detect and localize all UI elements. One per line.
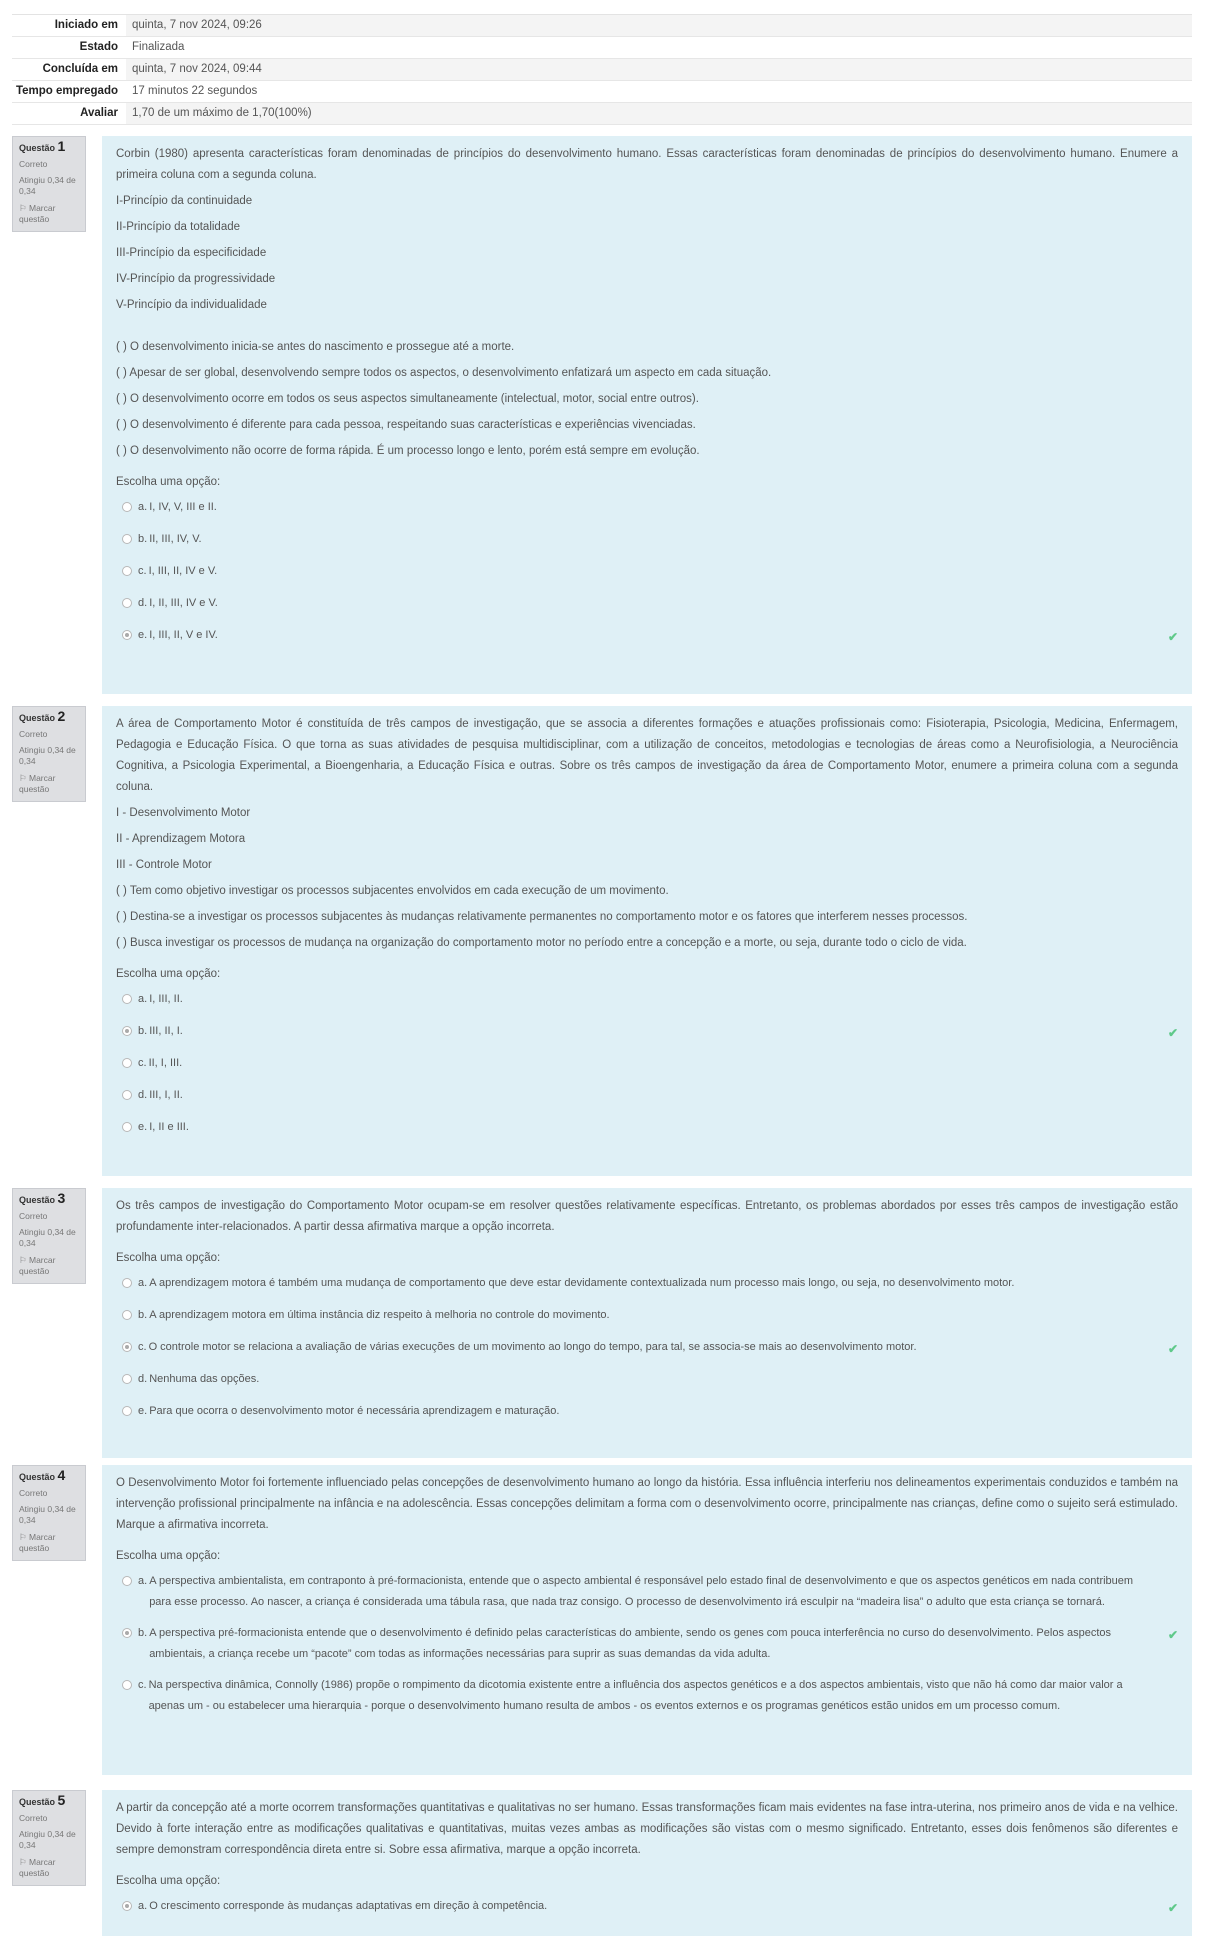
summary-value: quinta, 7 nov 2024, 09:26 xyxy=(126,15,1192,36)
flag-question-link[interactable] xyxy=(19,1255,79,1277)
question-grade: Atingiu 0,34 de 0,34 xyxy=(19,745,76,766)
flag-icon: ⚐ xyxy=(19,773,27,783)
question-text: ( ) O desenvolvimento não ocorre de forma rápida. É um processo longo e lento, porém está sempre em evolução. xyxy=(116,445,700,457)
answer-option[interactable] xyxy=(116,1623,1178,1665)
summary-value: quinta, 7 nov 2024, 09:44 xyxy=(126,59,1192,80)
radio-icon[interactable] xyxy=(122,1576,132,1586)
question-text: III-Princípio da especificidade xyxy=(116,247,267,259)
radio-icon[interactable] xyxy=(122,994,132,1004)
question-status: Correto xyxy=(19,1211,48,1221)
summary-label: Estado xyxy=(12,37,126,58)
question-info xyxy=(12,136,86,232)
radio-icon[interactable] xyxy=(122,1122,132,1132)
option-letter: c. xyxy=(138,1679,147,1691)
question-label: Questão xyxy=(19,1195,56,1205)
paragraph-gap xyxy=(116,321,1178,337)
question-status: Correto xyxy=(19,1488,48,1498)
question-label: Questão xyxy=(19,1797,56,1807)
question-label: Questão xyxy=(19,713,56,723)
flag-label: Marcar questão xyxy=(19,203,56,224)
radio-icon[interactable] xyxy=(122,1342,132,1352)
radio-icon[interactable] xyxy=(122,1278,132,1288)
question-number-value: 1 xyxy=(57,138,66,154)
check-icon: ✔ xyxy=(1167,1342,1178,1356)
question-grade: Atingiu 0,34 de 0,34 xyxy=(19,1504,76,1525)
question-grade: Atingiu 0,34 de 0,34 xyxy=(19,1227,76,1248)
answer-option[interactable] xyxy=(116,561,1178,589)
question-content xyxy=(102,1790,1192,1936)
option-text: A perspectiva pré-formacionista entende que o desenvolvimento é definido pelas características do ambiente, sendo os genes com pouca interferência no curso do desenvolvimento. Pelos aspectos ambientais, a criança recebe um “pacote” com todas as informações necessárias para suprir as suas demandas da vida adulta. xyxy=(149,1627,1112,1660)
radio-icon[interactable] xyxy=(122,598,132,608)
question-text: IV-Princípio da progressividade xyxy=(116,273,276,285)
option-letter: c. xyxy=(138,1341,147,1353)
option-letter: e. xyxy=(138,1121,148,1133)
summary-row-started xyxy=(12,15,1192,37)
answer-option[interactable] xyxy=(116,529,1178,557)
question-status: Correto xyxy=(19,729,48,739)
answer-option[interactable] xyxy=(116,1053,1178,1081)
question-status: Correto xyxy=(19,1813,48,1823)
summary-label: Avaliar xyxy=(12,103,126,124)
check-icon: ✔ xyxy=(1167,1628,1178,1642)
question-number xyxy=(19,1190,79,1206)
question-number-value: 5 xyxy=(57,1792,66,1808)
question-grade: Atingiu 0,34 de 0,34 xyxy=(19,175,76,196)
question-text: ( ) Destina-se a investigar os processos subjacentes às mudanças relativamente permanentes no comportamento motor e os fatores que interferem nesses processos. xyxy=(116,911,968,923)
answer-option[interactable] xyxy=(116,1675,1178,1717)
summary-value: 1,70 de um máximo de 1,70(100%) xyxy=(126,103,1192,124)
question-info xyxy=(12,1465,86,1561)
question-number-value: 3 xyxy=(57,1190,66,1206)
question-content xyxy=(102,1465,1192,1775)
radio-icon[interactable] xyxy=(122,534,132,544)
question-text: I-Princípio da continuidade xyxy=(116,195,253,207)
choose-option-prompt: Escolha uma opção: xyxy=(116,1875,221,1887)
option-letter: a. xyxy=(138,1575,148,1587)
flag-icon: ⚐ xyxy=(19,1857,27,1867)
option-text: O crescimento corresponde às mudanças adaptativas em direção à competência. xyxy=(149,1900,548,1912)
question-text: V-Princípio da individualidade xyxy=(116,299,267,311)
question-text: Corbin (1980) apresenta características foram denominadas de princípios do desenvolvimento humano. Essas características foram denominadas de princípios do desenvolvimento humano. Enumere a primeira coluna com a segunda coluna. xyxy=(116,148,1178,181)
radio-icon[interactable] xyxy=(122,1901,132,1911)
choose-option-prompt: Escolha uma opção: xyxy=(116,968,221,980)
question-text: A partir da concepção até a morte ocorrem transformações quantitativas e qualitativas no ser humano. Essas transformações ficam mais evidentes na fase intra-uterina, nos primeiro anos de vida e na velhice. Devido à forte interação entre as modificações qualitativas e quantitativas, muitas vezes ambas as modificações são vistas com o mesmo significado. Entretanto, esses dois fenômenos são diferentes e sempre demonstram correspondência direta entre si. Sobre essa afirmativa, marque a opção incorreta. xyxy=(116,1802,1178,1856)
flag-label: Marcar questão xyxy=(19,1857,56,1878)
option-text: A aprendizagem motora é também uma mudança de comportamento que deve estar devidamente contextualizada num processo mais longo, ou seja, no desenvolvimento motor. xyxy=(149,1277,1015,1289)
summary-row-time xyxy=(12,81,1192,103)
option-text: I, III, II, V e IV. xyxy=(149,629,218,641)
option-letter: d. xyxy=(138,597,148,609)
question-grade: Atingiu 0,34 de 0,34 xyxy=(19,1829,76,1850)
choose-option-prompt: Escolha uma opção: xyxy=(116,1550,221,1562)
question-text: O Desenvolvimento Motor foi fortemente influenciado pelas concepções de desenvolvimento humano ao longo da história. Essa influência interferiu nos delineamentos experimentais conduzidos e também na intervenção profissional principalmente na infância e na adolescência. Essas concepções delimitam a forma com o desenvolvimento ocorre, principalmente nas crianças, define como o sujeito será estimulado. Marque a afirmativa incorreta. xyxy=(116,1477,1178,1531)
radio-icon[interactable] xyxy=(122,1406,132,1416)
option-letter: a. xyxy=(138,1277,148,1289)
flag-label: Marcar questão xyxy=(19,1532,56,1553)
question-text: ( ) O desenvolvimento ocorre em todos os seus aspectos simultaneamente (intelectual, motor, social entre outros). xyxy=(116,393,699,405)
flag-label: Marcar questão xyxy=(19,773,56,794)
answer-option[interactable] xyxy=(116,1401,1178,1429)
option-text: II, I, III. xyxy=(148,1057,183,1069)
option-text: Para que ocorra o desenvolvimento motor é necessária aprendizagem e maturação. xyxy=(149,1405,560,1417)
question-number-value: 4 xyxy=(57,1467,66,1483)
option-letter: d. xyxy=(138,1089,148,1101)
radio-icon[interactable] xyxy=(122,566,132,576)
option-text: I, III, II, IV e V. xyxy=(148,565,218,577)
question-info xyxy=(12,1188,86,1284)
option-text: I, II, III, IV e V. xyxy=(149,597,218,609)
check-icon: ✔ xyxy=(1167,630,1178,644)
option-text: III, II, I. xyxy=(149,1025,183,1037)
option-text: O controle motor se relaciona a avaliação de várias execuções de um movimento ao longo do tempo, para tal, se associa-se mais ao desenvolvimento motor. xyxy=(148,1341,917,1353)
radio-icon[interactable] xyxy=(122,1680,132,1690)
option-text: Nenhuma das opções. xyxy=(149,1373,260,1385)
radio-icon[interactable] xyxy=(122,1090,132,1100)
answer-option[interactable] xyxy=(116,989,1178,1017)
question-content xyxy=(102,706,1192,1176)
radio-icon[interactable] xyxy=(122,1374,132,1384)
option-letter: c. xyxy=(138,1057,147,1069)
answer-option[interactable] xyxy=(116,1305,1178,1333)
option-letter: e. xyxy=(138,1405,148,1417)
option-letter: a. xyxy=(138,1900,148,1912)
question-text: ( ) Busca investigar os processos de mudança na organização do comportamento motor no período entre a concepção e a morte, ou seja, durante todo o ciclo de vida. xyxy=(116,937,967,949)
flag-question-link[interactable] xyxy=(19,1532,79,1554)
summary-row-state xyxy=(12,37,1192,59)
option-letter: b. xyxy=(138,1309,148,1321)
choose-option-prompt: Escolha uma opção: xyxy=(116,1252,221,1264)
flag-label: Marcar questão xyxy=(19,1255,56,1276)
question-text: Os três campos de investigação do Comportamento Motor ocupam-se em resolver questões relativamente específicas. Entretanto, os problemas abordados por esses três campos de investigação estão profundamente inter-relacionados. A partir dessa afirmativa marque a opção incorreta. xyxy=(116,1200,1178,1233)
attempt-summary xyxy=(12,14,1192,125)
question-number xyxy=(19,708,79,724)
question-number xyxy=(19,1467,79,1483)
radio-icon[interactable] xyxy=(122,1310,132,1320)
flag-question-link[interactable] xyxy=(19,1857,79,1879)
question-info xyxy=(12,706,86,802)
question-text: A área de Comportamento Motor é constituída de três campos de investigação, que se associa a diferentes formações e atuações profissionais como: Fisioterapia, Psicologia, Medicina, Enfermagem, Pedagogia e Educação Física. O que torna as suas atividades de pesquisa multidisciplinar, com a utilização de conceitos, metodologias e tecnologias de áreas como a Neurofisiologia, a Neurociência Cognitiva, a Psicologia Experimental, a Bioengenharia, a Educação Física e outras. Sobre os três campos de investigação da área de Comportamento Motor, enumere a primeira coluna com a segunda coluna. xyxy=(116,718,1178,793)
question-text: II - Aprendizagem Motora xyxy=(116,833,246,845)
option-text: I, IV, V, III e II. xyxy=(149,501,217,513)
option-letter: c. xyxy=(138,565,147,577)
question-label: Questão xyxy=(19,143,56,153)
flag-question-link[interactable] xyxy=(19,773,79,795)
option-letter: b. xyxy=(138,533,148,545)
option-text: Na perspectiva dinâmica, Connolly (1986) propõe o rompimento da dicotomia existente entre a influência dos aspectos genéticos e a dos aspectos ambientais, visto que não há como dar maior valor a apenas um - ou estabelecer uma hierarquia - porque o desenvolvimento humano resulta de ambos - os eventos externos e os programas genéticos estão unidos em um processo comum. xyxy=(148,1679,1123,1712)
question-number xyxy=(19,138,79,154)
option-letter: b. xyxy=(138,1025,148,1037)
answer-option[interactable] xyxy=(116,1337,1178,1365)
summary-label: Iniciado em xyxy=(12,15,126,36)
option-letter: e. xyxy=(138,629,148,641)
option-letter: a. xyxy=(138,501,148,513)
question-text: I - Desenvolvimento Motor xyxy=(116,807,251,819)
radio-icon[interactable] xyxy=(122,1058,132,1068)
radio-icon[interactable] xyxy=(122,502,132,512)
radio-icon[interactable] xyxy=(122,1628,132,1638)
answer-option[interactable] xyxy=(116,593,1178,621)
summary-label: Concluída em xyxy=(12,59,126,80)
option-text: A perspectiva ambientalista, em contraponto à pré-formacionista, entende que o aspecto ambiental é responsável pelo estado final de desenvolvimento e que os aspectos genéticos em nada contribuem para esse processo. Ao nascer, a criança é considerada uma tábula rasa, que nada traz consigo. O processo de desenvolvimento irá esculpir na “madeira lisa” o adulto que esta criança se tornará. xyxy=(149,1575,1134,1608)
flag-icon: ⚐ xyxy=(19,1255,27,1265)
answer-option[interactable] xyxy=(116,497,1178,525)
answer-option[interactable] xyxy=(116,1571,1178,1613)
question-text: ( ) Tem como objetivo investigar os processos subjacentes envolvidos em cada execução de um movimento. xyxy=(116,885,669,897)
option-text: I, II e III. xyxy=(149,1121,189,1133)
option-text: A aprendizagem motora em última instância diz respeito à melhoria no controle do movimento. xyxy=(149,1309,610,1321)
check-icon: ✔ xyxy=(1167,1026,1178,1040)
option-text: II, III, IV, V. xyxy=(149,533,202,545)
summary-value: 17 minutos 22 segundos xyxy=(132,85,258,97)
check-icon: ✔ xyxy=(1167,1901,1178,1915)
summary-value: Finalizada xyxy=(132,41,185,53)
flag-icon: ⚐ xyxy=(19,1532,27,1542)
answer-option[interactable] xyxy=(116,625,1178,653)
summary-label: Tempo empregado xyxy=(12,81,126,102)
radio-icon[interactable] xyxy=(122,1026,132,1036)
question-label: Questão xyxy=(19,1472,56,1482)
question-content xyxy=(102,1188,1192,1458)
summary-row-grade xyxy=(12,103,1192,125)
question-number-value: 2 xyxy=(57,708,66,724)
option-text: I, III, II. xyxy=(149,993,183,1005)
question-status: Correto xyxy=(19,159,48,169)
answer-option[interactable] xyxy=(116,1369,1178,1397)
question-number xyxy=(19,1792,79,1808)
option-letter: d. xyxy=(138,1373,148,1385)
question-text: ( ) Apesar de ser global, desenvolvendo sempre todos os aspectos, o desenvolvimento enfatizará um aspecto em cada situação. xyxy=(116,367,772,379)
question-text: ( ) O desenvolvimento é diferente para cada pessoa, respeitando suas características e experiências vivenciadas. xyxy=(116,419,696,431)
answer-option[interactable] xyxy=(116,1896,1178,1924)
answer-option[interactable] xyxy=(116,1117,1178,1145)
summary-row-completed xyxy=(12,59,1192,81)
radio-icon[interactable] xyxy=(122,630,132,640)
question-info xyxy=(12,1790,86,1886)
flag-question-link[interactable] xyxy=(19,203,79,225)
choose-option-prompt: Escolha uma opção: xyxy=(116,476,221,488)
question-content xyxy=(102,136,1192,694)
answer-option[interactable] xyxy=(116,1273,1178,1301)
option-text: III, I, II. xyxy=(149,1089,183,1101)
flag-icon: ⚐ xyxy=(19,203,27,213)
answer-option[interactable] xyxy=(116,1021,1178,1049)
option-letter: a. xyxy=(138,993,148,1005)
question-text: III - Controle Motor xyxy=(116,859,212,871)
option-letter: b. xyxy=(138,1627,148,1639)
answer-option[interactable] xyxy=(116,1085,1178,1113)
question-text: ( ) O desenvolvimento inicia-se antes do nascimento e prossegue até a morte. xyxy=(116,341,515,353)
question-text: II-Princípio da totalidade xyxy=(116,221,241,233)
